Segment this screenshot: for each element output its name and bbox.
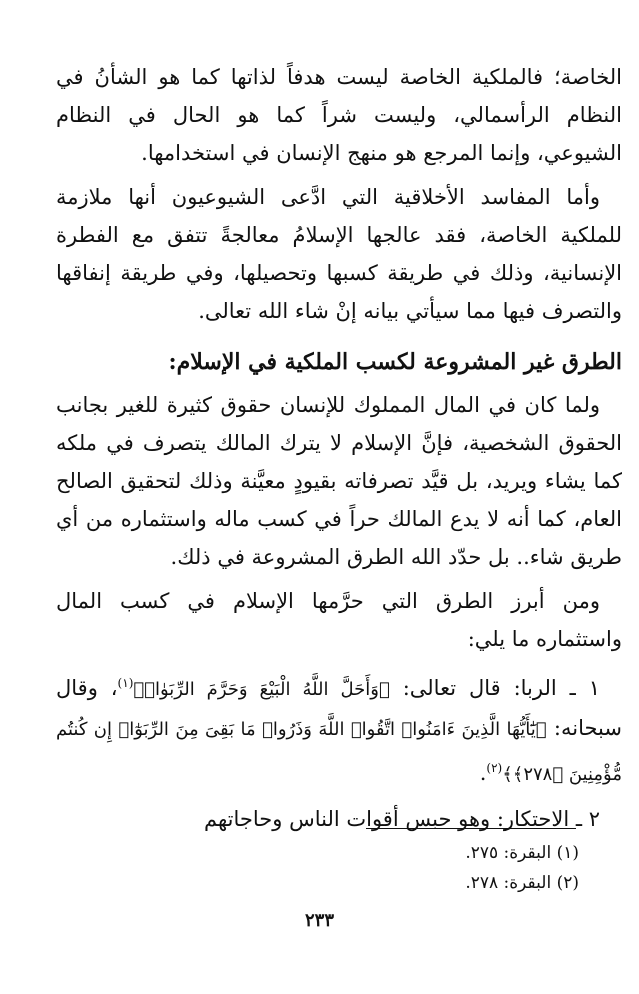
footnote-1: (١) البقرة: ٢٧٥. <box>465 843 579 863</box>
list-item-hoarding: ٢ ـ الاحتكار: وهو حبس أقوات الناس وحاجاتهم <box>204 807 600 831</box>
paragraph-continuation: الخاصة؛ فالملكية الخاصة ليست هدفاً لذاتها كما هو الشأنُ في النظام الرأسمالي، وليست شراً كما هو الحال في النظام الشيوعي، وإنما المرجع هو منهج الإنسان في استخدامها. <box>56 65 622 165</box>
riba-mid-text: ، وقال سبحانه: <box>56 676 622 740</box>
footnote-ref-1: (١) <box>117 676 134 690</box>
quran-verse-1: ﴿وَأَحَلَّ اللَّهُ الْبَيْعَ وَحَرَّمَ الرِّبَوٰا۟﴾ <box>133 679 390 700</box>
page-body <box>56 58 622 838</box>
footnote-divider <box>366 828 576 829</box>
footnote-ref-2: (٢) <box>486 761 503 775</box>
page-number: ٢٣٣ <box>304 910 334 931</box>
quran-verse-2: ﴿يَٰٓأَيُّهَا الَّذِينَ ءَامَنُوا۟ اتَّقُوا۟ اللَّهَ وَذَرُوا۟ مَا بَقِىَ مِنَ الرِّبَوٰٓا۟ إِن كُنتُم مُّؤْمِنِينَ ﴿٢٧٨﴾﴾ <box>56 719 622 785</box>
section-heading: الطرق غير المشروعة لكسب الملكية في الإسلام: <box>168 349 622 375</box>
footnotes <box>465 838 579 898</box>
footnote-2: (٢) البقرة: ٢٧٨. <box>465 873 579 893</box>
list-item-riba <box>56 664 622 794</box>
paragraph-moral-corruption: وأما المفاسد الأخلاقية التي ادَّعى الشيوعيون أنها ملازمة للملكية الخاصة، فقد عالجها الإسلامُ معالجةً تتفق مع الفطرة الإنسانية، وذلك في طريقة كسبها وتحصيلها، وفي طريقة إنفاقها والتصرف فيها مما سيأتي بيانه إنْ شاء الله تعالى. <box>56 185 622 323</box>
riba-lead-text: ١ ـ الربا: قال تعالى: <box>389 676 601 700</box>
paragraph-forbidden-ways-intro: ومن أبرز الطرق التي حرَّمها الإسلام في كسب المال واستثماره ما يلي: <box>56 589 622 651</box>
riba-end-text: . <box>479 761 487 785</box>
paragraph-property-rights: ولما كان في المال المملوك للإنسان حقوق كثيرة للغير بجانب الحقوق الشخصية، فإنَّ الإسلام لا يترك المالك يتصرف في ملكه كما يشاء ويريد، بل قيَّد تصرفاته بقيودٍ معيَّنة وذلك لتحقيق الصالح العام، كما أنه لا يدع المالك حراً في كسب ماله واستثماره من أي طريق شاء.. بل حدّد الله الطرق المشروعة في ذلك. <box>56 393 622 569</box>
